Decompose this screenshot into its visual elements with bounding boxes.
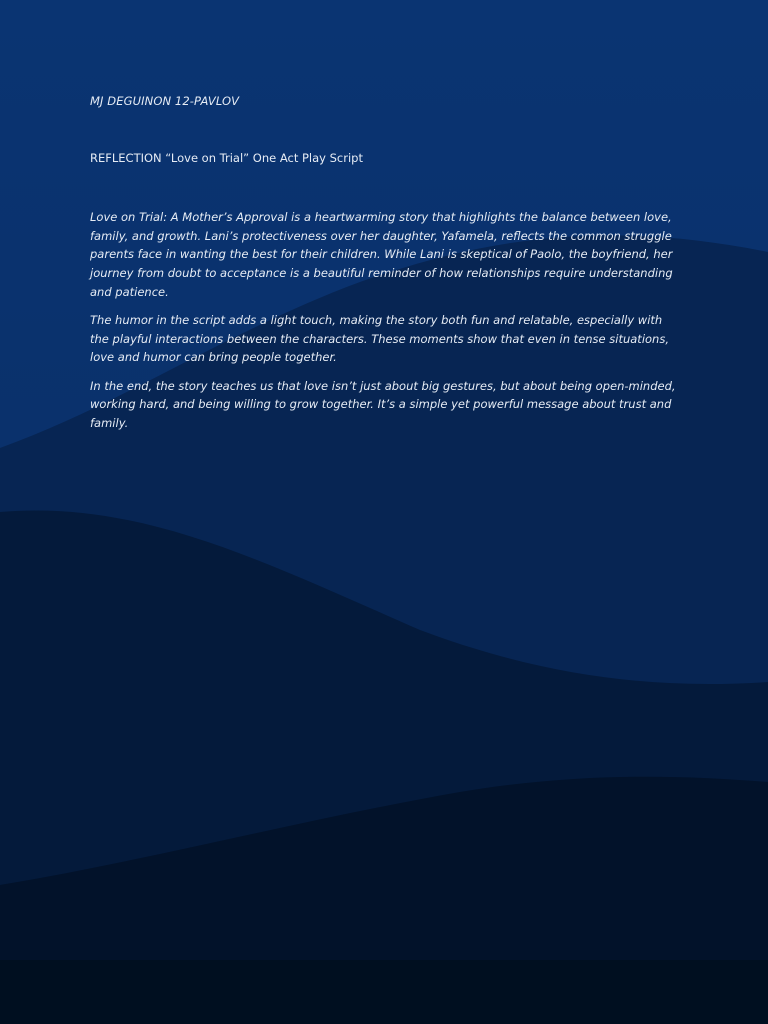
author-line: MJ DEGUINON 12-PAVLOV — [90, 94, 240, 108]
document-heading: REFLECTION “Love on Trial” One Act Play Script — [90, 151, 363, 165]
paragraph-2: The humor in the script adds a light touch, making the story both fun and relatable, especially with the playful interactions between the characters. These moments show that even in tense situations, love and humor can bring people together. — [90, 313, 669, 365]
paragraph-1: Love on Trial: A Mother’s Approval is a heartwarming story that highlights the balance between love, family, and growth. Lani’s protectiveness over her daughter, Yafamela, reflects the common struggle parents face in wanting the best for their children. While Lani is skeptical of Paolo, the boyfriend, her journey from doubt to acceptance is a beautiful reminder of how relationships require understanding and patience. — [90, 210, 673, 299]
paragraph-3: In the end, the story teaches us that love isn’t just about big gestures, but about being open-minded, working hard, and being willing to grow together. It’s a simple yet powerful message about trust and family. — [90, 378, 676, 431]
document-body — [90, 208, 682, 442]
wave-layer-bottom — [0, 960, 768, 1024]
